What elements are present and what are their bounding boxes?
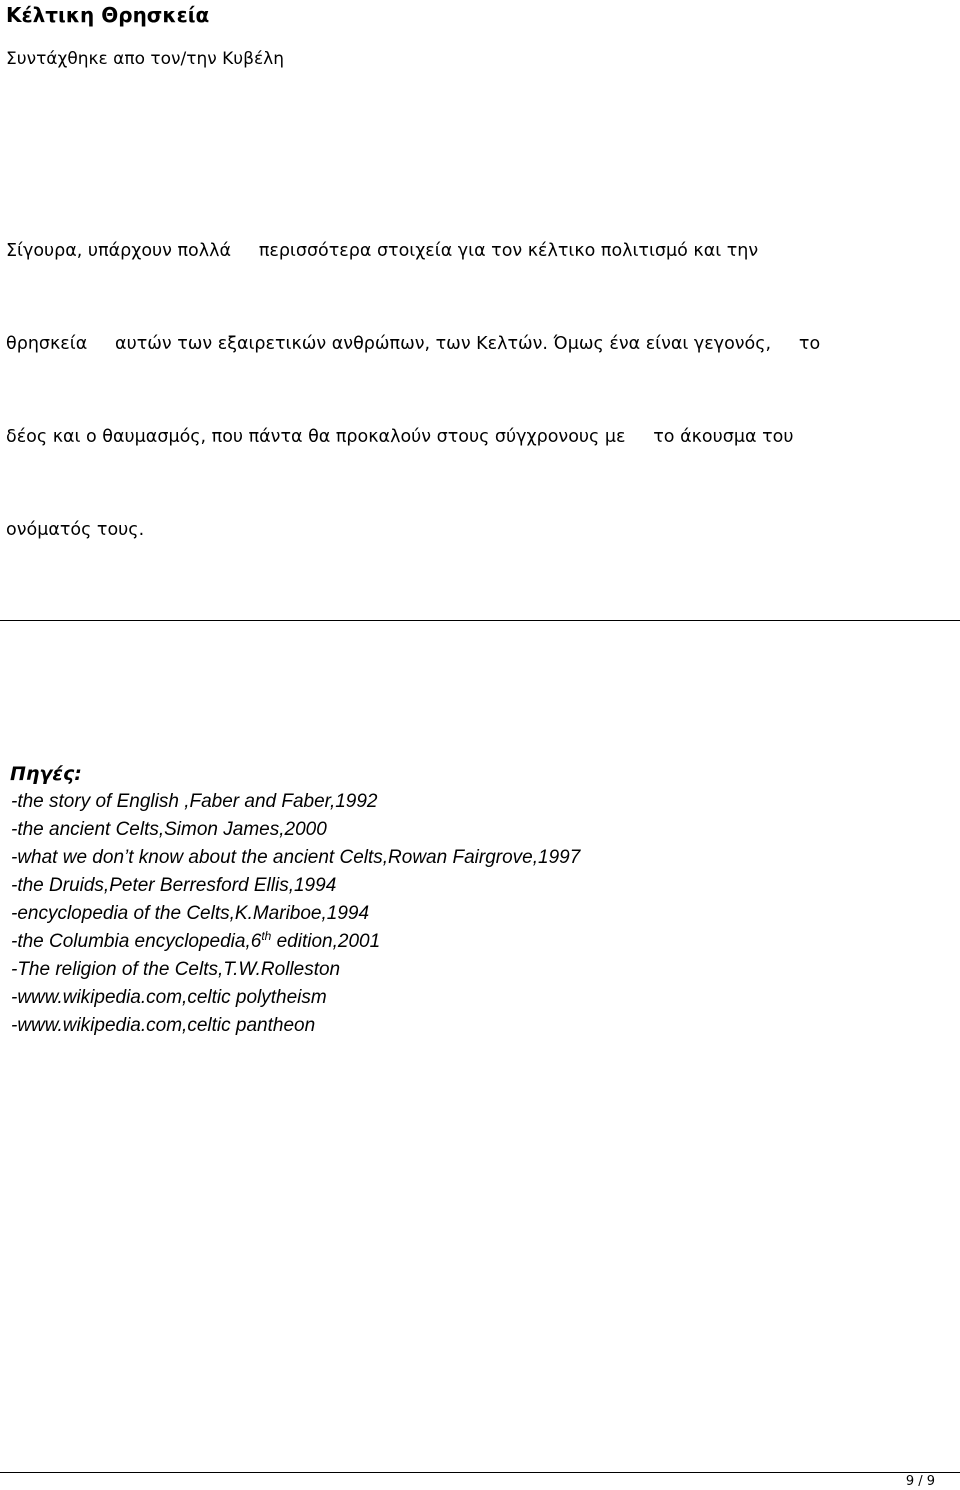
body-paragraph bbox=[6, 174, 951, 577]
body-line: Σίγουρα, υπάρχουν πολλά περισσότερα στοιχεία για τον κέλτικο πολιτισμό και την bbox=[6, 241, 759, 261]
document-title: Κέλτικη Θρησκεία bbox=[6, 3, 210, 27]
source-item bbox=[11, 928, 580, 956]
section-divider bbox=[0, 620, 960, 621]
source-item: -www.wikipedia.com,celtic pantheon bbox=[11, 1015, 316, 1036]
ordinal-superscript: th bbox=[261, 929, 272, 943]
body-line: δέος και ο θαυμασμός, που πάντα θα προκαλούν στους σύγχρονους με το άκουσμα του bbox=[6, 427, 794, 447]
source-item: -encyclopedia of the Celts,K.Mariboe,1994 bbox=[11, 903, 370, 924]
page-number: 9 / 9 bbox=[905, 1474, 935, 1489]
footer-divider bbox=[0, 1472, 960, 1473]
source-item: -the story of English ,Faber and Faber,1992 bbox=[11, 791, 378, 812]
source-item: -the Druids,Peter Berresford Ellis,1994 bbox=[11, 875, 337, 896]
author-line: Συντάχθηκε απο τον/την Κυβέλη bbox=[6, 49, 284, 69]
source-item: -the ancient Celts,Simon James,2000 bbox=[11, 819, 327, 840]
source-item: -what we don’t know about the ancient Celts,Rowan Fairgrove,1997 bbox=[11, 847, 581, 868]
source-item: -www.wikipedia.com,celtic polytheism bbox=[11, 987, 327, 1008]
source-item-text: edition,2001 bbox=[271, 931, 381, 952]
sources-list bbox=[11, 788, 580, 1040]
source-item-text: -the Columbia encyclopedia,6 bbox=[11, 931, 262, 952]
sources-heading: Πηγές: bbox=[10, 763, 82, 785]
body-line: θρησκεία αυτών των εξαιρετικών ανθρώπων, των Κελτών. Όμως ένα είναι γεγονός, το bbox=[6, 334, 821, 354]
source-item: -The religion of the Celts,T.W.Rolleston bbox=[11, 959, 341, 980]
body-line: ονόματός τους. bbox=[6, 520, 145, 540]
